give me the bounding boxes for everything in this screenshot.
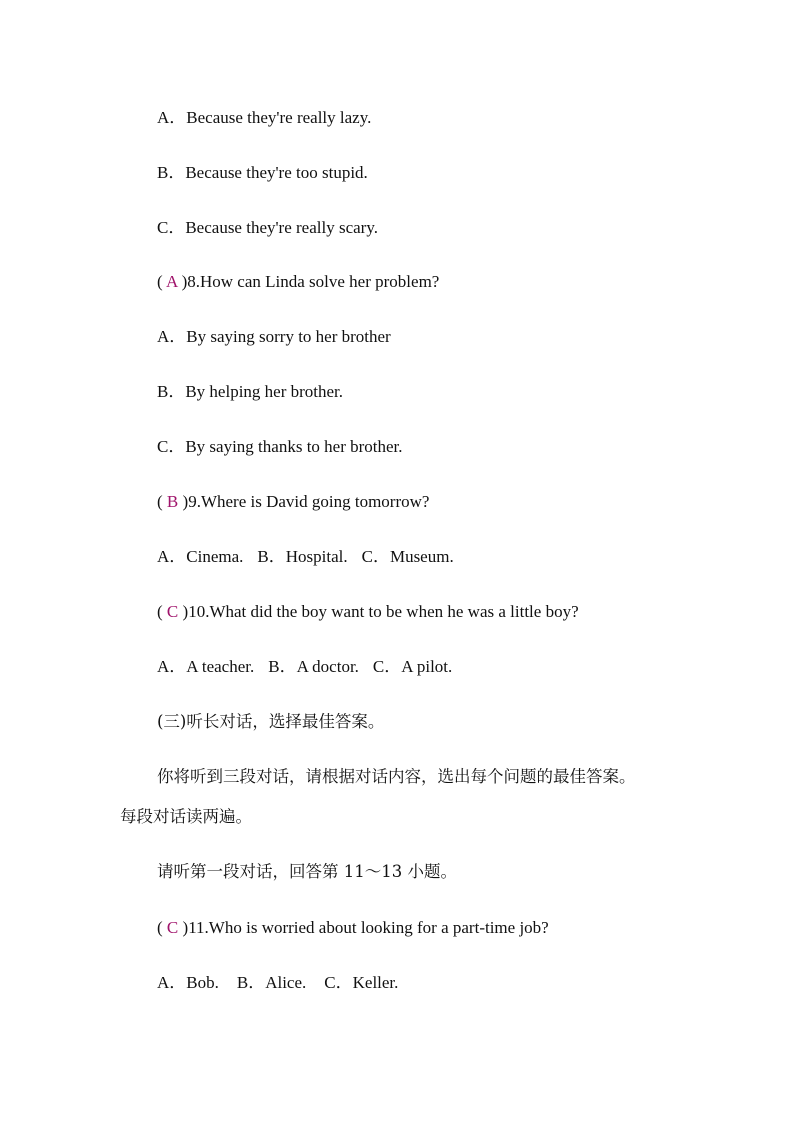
q9-stem-line [157, 491, 429, 513]
q11-option-b: B．Alice. [236, 973, 307, 992]
q11-stem-line [157, 917, 549, 939]
q9-options [157, 546, 454, 568]
q10-close-paren: ) [182, 602, 189, 621]
q10-options [157, 656, 452, 678]
q9-stem: 9.Where is David going tomorrow? [188, 492, 430, 511]
q10-stem: 10.What did the boy want to be when he was a little boy? [188, 602, 579, 621]
q9-option-c: C．Museum. [361, 547, 454, 566]
section3-instruction-line2: 每段对话读两遍。 [120, 807, 252, 826]
q11-close-paren: ) [182, 918, 189, 937]
q11-options [157, 972, 398, 994]
q9-answer: B [162, 492, 183, 511]
q10-answer: C [162, 602, 183, 621]
q9-option-a: A．Cinema. [157, 547, 244, 566]
q8-option-a: A．By saying sorry to her brother [157, 327, 391, 346]
section3-instruction-line1: 你将听到三段对话，请根据对话内容，选出每个问题的最佳答案。 [157, 767, 636, 786]
q9-option-b: B．Hospital. [257, 547, 348, 566]
section3-heading: (三)听长对话，选择最佳答案。 [157, 712, 385, 731]
q8-close-paren: ) [181, 272, 188, 291]
q11-option-a: A．Bob. [157, 973, 219, 992]
q9-open-paren: ( [157, 492, 163, 511]
q7-option-c: C．Because they're really scary. [157, 218, 378, 237]
q8-open-paren: ( [157, 272, 163, 291]
q11-option-c: C．Keller. [324, 973, 399, 992]
q8-option-b: B．By helping her brother. [157, 382, 344, 401]
q10-open-paren: ( [157, 602, 163, 621]
q8-option-c: C．By saying thanks to her brother. [157, 437, 403, 456]
q10-stem-line [157, 601, 579, 623]
q8-stem-line [157, 271, 439, 293]
q7-option-a: A．Because they're really lazy. [157, 108, 372, 127]
q11-answer: C [162, 918, 183, 937]
q9-close-paren: ) [182, 492, 189, 511]
q10-option-c: C．A pilot. [372, 657, 453, 676]
q11-stem: 11.Who is worried about looking for a part-time job? [188, 918, 549, 937]
q8-stem: 8.How can Linda solve her problem? [187, 272, 440, 291]
q10-option-a: A．A teacher. [157, 657, 255, 676]
q11-open-paren: ( [157, 918, 163, 937]
dialogue1-intro: 请听第一段对话，回答第 11～13 小题。 [157, 862, 457, 881]
q10-option-b: B．A doctor. [268, 657, 359, 676]
q8-answer: A [162, 272, 182, 291]
q7-option-b: B．Because they're too stupid. [157, 163, 368, 182]
